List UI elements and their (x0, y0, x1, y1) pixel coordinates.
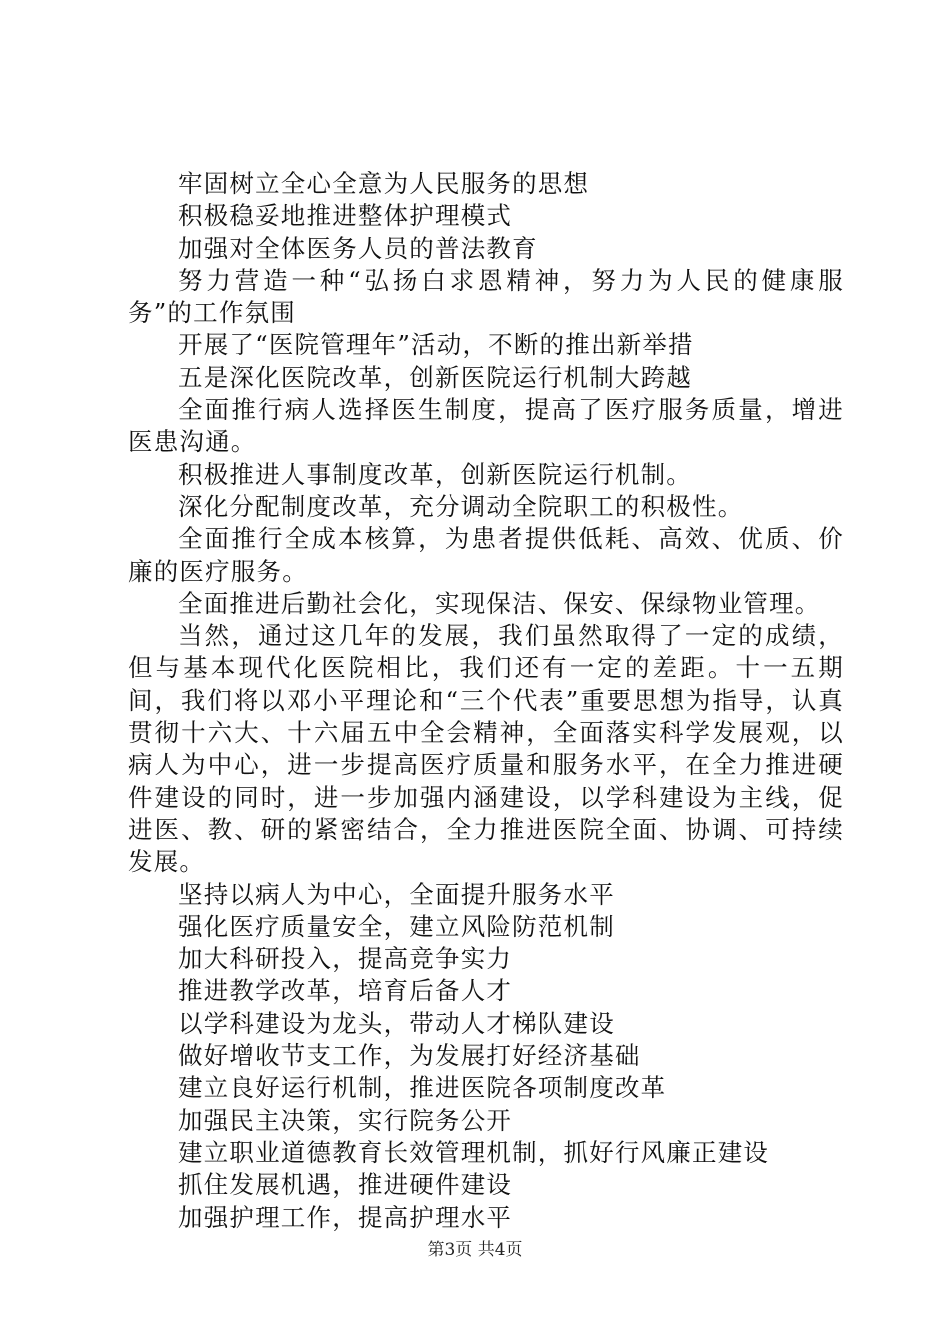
paragraph: 坚持以病人为中心，全面提升服务水平 (178, 879, 615, 909)
paragraph: 努力营造一种“弘扬白求恩精神，努力为人民的健康服务”的工作氛围 (128, 265, 844, 328)
paragraph: 加强民主决策，实行院务公开 (178, 1105, 513, 1135)
document-body (128, 168, 844, 1234)
paragraph: 全面推行病人选择医生制度，提高了医疗服务质量，增进医患沟通。 (128, 395, 844, 457)
paragraph: 全面推进后勤社会化，实现保洁、保安、保绿物业管理。 (178, 588, 821, 618)
paragraph: 加大科研投入，提高竞争实力 (178, 944, 513, 974)
paragraph: 积极稳妥地推进整体护理模式 (178, 201, 513, 231)
paragraph: 深化分配制度改革，充分调动全院职工的积极性。 (178, 491, 744, 521)
paragraph: 推进教学改革，培育后备人才 (178, 976, 513, 1006)
paragraph: 抓住发展机遇，推进硬件建设 (178, 1170, 513, 1200)
paragraph: 建立职业道德教育长效管理机制，抓好行风廉正建设 (178, 1137, 770, 1167)
paragraph: 强化医疗质量安全，建立风险防范机制 (178, 911, 615, 941)
page-number-label: 第3页 共4页 (427, 1240, 523, 1260)
paragraph: 建立良好运行机制，推进医院各项制度改革 (178, 1073, 667, 1103)
paragraph: 积极推进人事制度改革，创新医院运行机制。 (178, 459, 692, 489)
page-footer (0, 1238, 950, 1262)
paragraph: 加强对全体医务人员的普法教育 (178, 233, 538, 263)
paragraph: 当然，通过这几年的发展，我们虽然取得了一定的成绩，但与基本现代化医院相比，我们还有一定的差距。十一五期间，我们将以邓小平理论和“三个代表”重要思想为指导，认真贯彻十六大、十六届五中全会精神，全面落实科学发展观，以病人为中心，进一步提高医疗质量和服务水平，在全力推进硬件建设的同时，进一步加强内涵建设，以学科建设为主线，促进医、教、研的紧密结合，全力推进医院全面、协调、可持续发展。 (128, 621, 844, 877)
paragraph: 做好增收节支工作，为发展打好经济基础 (178, 1041, 641, 1071)
paragraph: 开展了“医院管理年”活动，不断的推出新举措 (178, 330, 694, 360)
paragraph: 全面推行全成本核算，为患者提供低耗、高效、优质、价廉的医疗服务。 (128, 524, 844, 586)
paragraph: 牢固树立全心全意为人民服务的思想 (178, 169, 590, 198)
paragraph: 以学科建设为龙头，带动人才梯队建设 (178, 1008, 615, 1038)
paragraph: 加强护理工作，提高护理水平 (178, 1202, 513, 1232)
paragraph: 五是深化医院改革，创新医院运行机制大跨越 (178, 362, 692, 392)
